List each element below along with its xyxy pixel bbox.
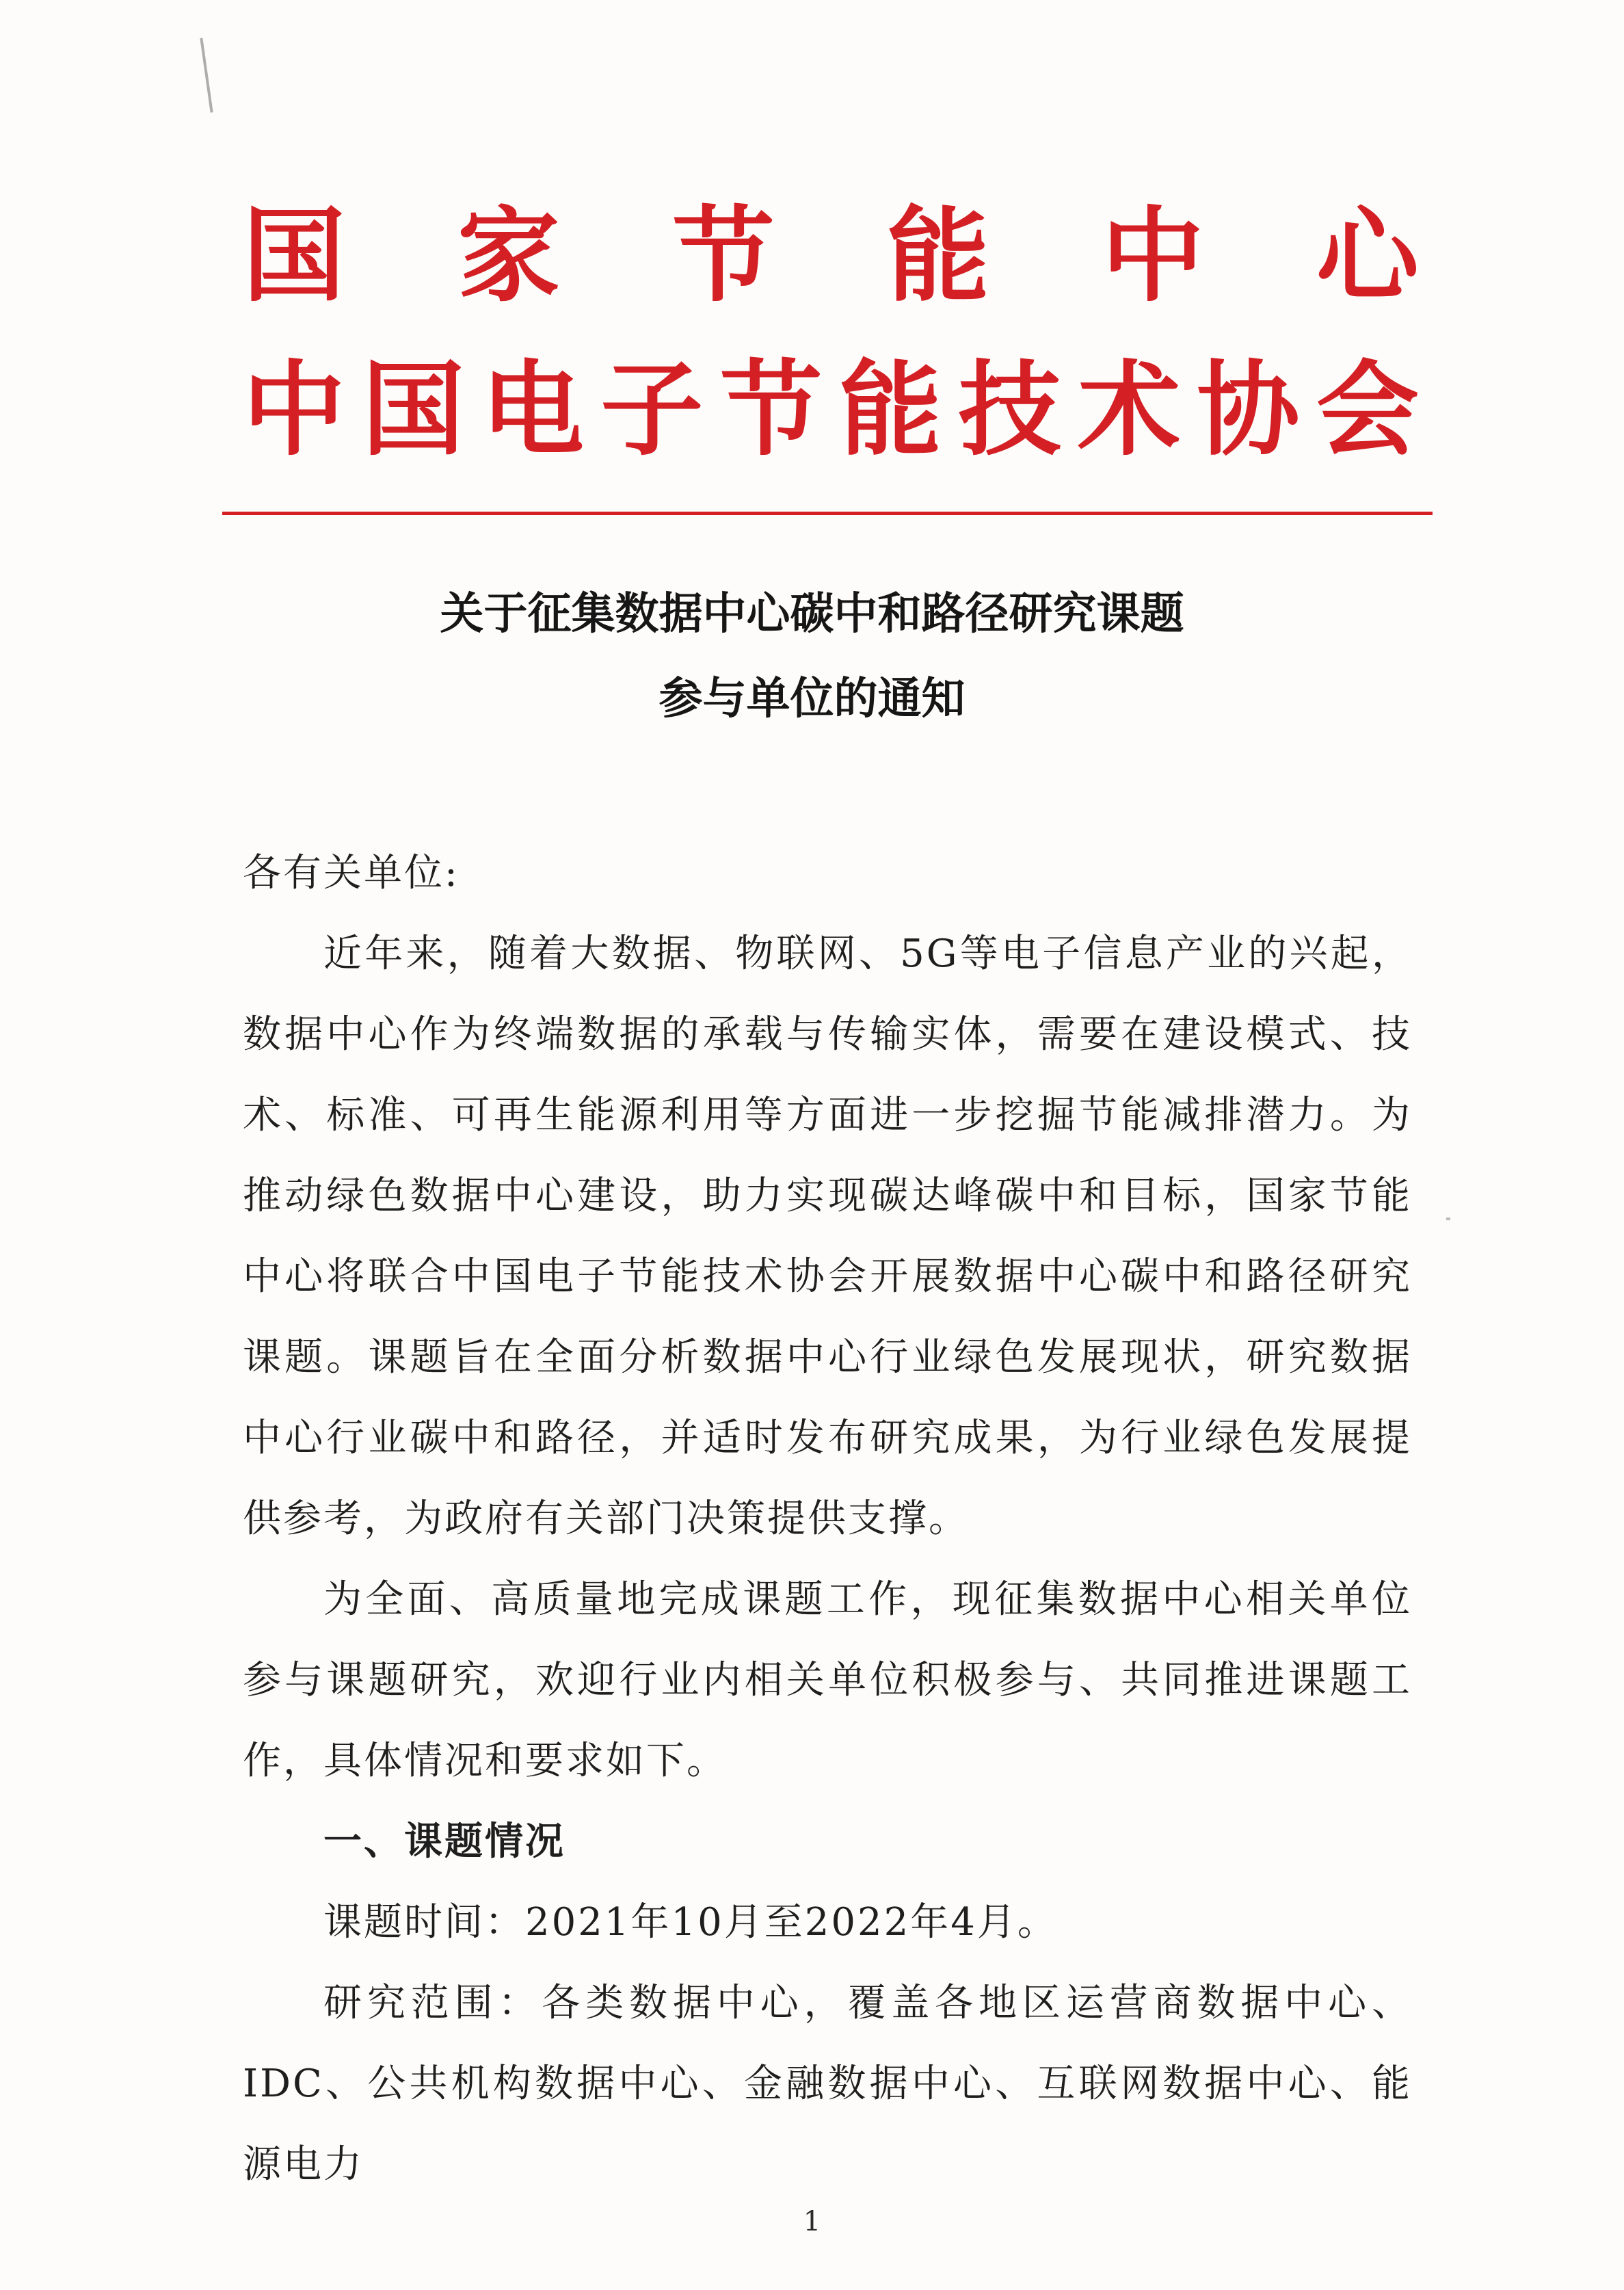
- section-heading: 一、课题情况: [323, 1819, 565, 1864]
- header-char: 国: [362, 351, 465, 470]
- issuer-header-national-energy-conservation-center: [243, 197, 1419, 316]
- paragraph-invitation: 为全面、高质量地完成课题工作，现征集数据中心相关单位参与课题研究，欢迎行业内相关单位积极参与、共同推进课题工作，具体情况和要求如下。: [243, 1577, 1412, 1783]
- header-char: 中: [243, 351, 346, 470]
- salutation: 各有关单位:: [243, 851, 460, 895]
- header-char: 节: [719, 351, 823, 470]
- header-char: 协: [1197, 351, 1300, 470]
- header-char: 中: [1101, 197, 1204, 316]
- document-title-line1: 关于征集数据中心碳中和路径研究课题: [440, 589, 1184, 640]
- header-divider: [222, 512, 1433, 515]
- header-char: 节: [671, 197, 775, 316]
- page-number: 1: [803, 2206, 821, 2237]
- header-char: 国: [243, 197, 346, 316]
- header-char: 家: [457, 197, 560, 316]
- scan-speck: [1446, 1218, 1450, 1220]
- header-char: 能: [886, 197, 989, 316]
- paragraph-background: 近年来，随着大数据、物联网、5G等电子信息产业的兴起，数据中心作为终端数据的承载与传输实体，需要在建设模式、技术、标准、可再生能源利用等方面进一步挖掘节能减排潜力。为推动绿色数据中心建设，助力实现碳达峰碳中和目标，国家节能中心将联合中国电子节能技术协会开展数据中心碳中和路径研究课题。课题旨在全面分析数据中心行业绿色发展现状，研究数据中心行业碳中和路径，并适时发布研究成果，为行业绿色发展提供参考，为政府有关部门决策提供支撑。: [243, 932, 1412, 1541]
- research-time: 课题时间：2021年10月至2022年4月。: [323, 1900, 1058, 1945]
- header-char: 电: [481, 351, 584, 470]
- header-char: 术: [1078, 351, 1181, 470]
- header-char: 子: [600, 351, 704, 470]
- research-scope: 研究范围：各类数据中心，覆盖各地区运营商数据中心、IDC、公共机构数据中心、金融数据中心、互联网数据中心、能源电力: [243, 1981, 1412, 2187]
- issuer-header-association: [243, 351, 1419, 470]
- document-title-line2: 参与单位的通知: [658, 674, 966, 724]
- header-char: 心: [1316, 197, 1419, 316]
- header-char: 技: [958, 351, 1061, 470]
- header-char: 会: [1316, 351, 1419, 470]
- header-char: 能: [839, 351, 942, 470]
- scan-mark: [200, 38, 213, 112]
